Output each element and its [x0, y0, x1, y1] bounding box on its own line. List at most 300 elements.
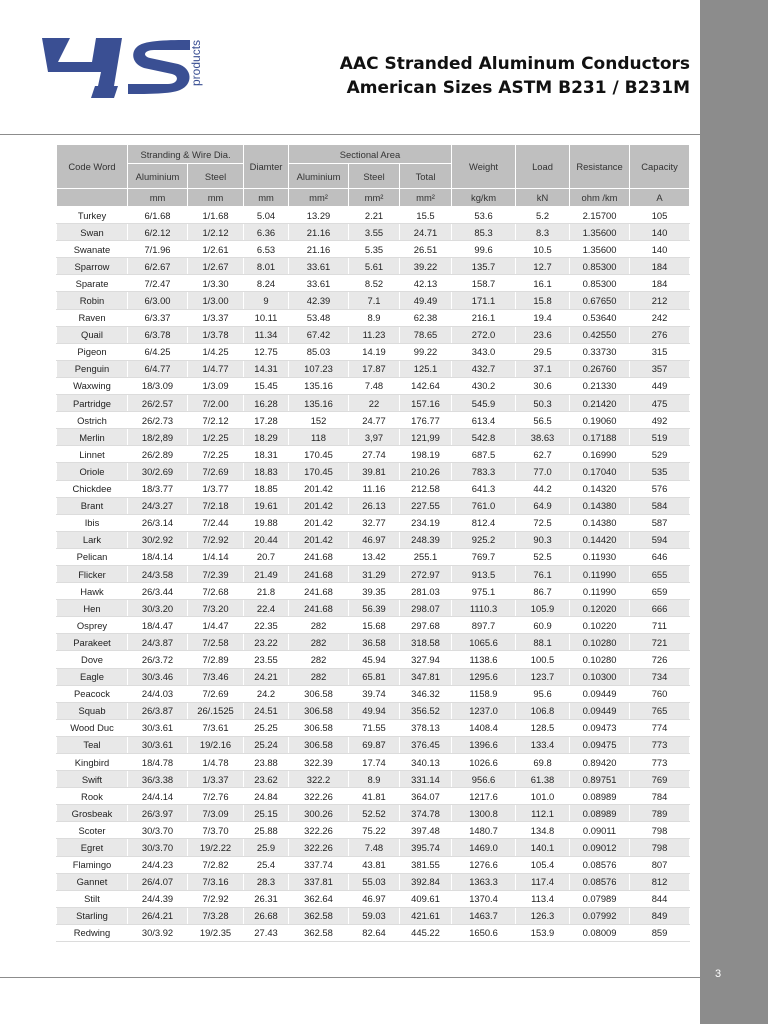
table-cell: 666 — [630, 600, 690, 617]
table-cell: 0.85300 — [570, 275, 630, 292]
table-cell: 26.51 — [400, 241, 452, 258]
table-cell: 0.16990 — [570, 446, 630, 463]
table-cell: 44.2 — [516, 480, 570, 497]
table-cell: 769.7 — [452, 548, 516, 565]
title-line-1: AAC Stranded Aluminum Conductors — [339, 54, 690, 74]
table-cell: 153.9 — [516, 924, 570, 941]
table-cell: 20.7 — [244, 548, 289, 565]
code-word-cell: Linnet — [57, 446, 128, 463]
table-cell: 26/2.57 — [128, 395, 188, 412]
table-cell: 53.6 — [452, 207, 516, 224]
table-cell: 769 — [630, 771, 690, 788]
table-cell: 0.42550 — [570, 326, 630, 343]
table-cell: 1480.7 — [452, 822, 516, 839]
table-cell: 39.22 — [400, 258, 452, 275]
code-word-cell: Osprey — [57, 617, 128, 634]
table-cell: 282 — [289, 668, 349, 685]
table-cell: 0.33730 — [570, 343, 630, 360]
table-cell: 364.07 — [400, 788, 452, 805]
table-cell: 16.28 — [244, 395, 289, 412]
table-cell: 26/3.97 — [128, 805, 188, 822]
table-cell: 357 — [630, 360, 690, 377]
table-cell: 0.85300 — [570, 258, 630, 275]
table-cell: 19.4 — [516, 309, 570, 326]
table-cell: 112.1 — [516, 805, 570, 822]
table-cell: 22 — [349, 395, 400, 412]
table-cell: 7/3.28 — [188, 907, 244, 924]
table-cell: 306.58 — [289, 719, 349, 736]
table-cell: 99.22 — [400, 343, 452, 360]
code-word-cell: Peacock — [57, 685, 128, 702]
table-row — [57, 377, 690, 394]
table-cell: 85.3 — [452, 224, 516, 241]
table-row — [57, 856, 690, 873]
table-cell: 17.87 — [349, 360, 400, 377]
table-cell: 322.26 — [289, 839, 349, 856]
table-cell: 0.14380 — [570, 514, 630, 531]
table-cell: 1/3.00 — [188, 292, 244, 309]
table-cell: 0.08576 — [570, 873, 630, 890]
table-cell: 584 — [630, 497, 690, 514]
table-cell: 23.22 — [244, 634, 289, 651]
table-cell: 726 — [630, 651, 690, 668]
table-cell: 212 — [630, 292, 690, 309]
table-cell: 381.55 — [400, 856, 452, 873]
table-cell: 1237.0 — [452, 702, 516, 719]
table-cell: 0.07989 — [570, 890, 630, 907]
table-cell: 0.21330 — [570, 377, 630, 394]
code-word-cell: Wood Duc — [57, 719, 128, 736]
table-cell: 82.64 — [349, 924, 400, 941]
table-row — [57, 241, 690, 258]
table-cell: 6/4.77 — [128, 360, 188, 377]
table-cell: 13.42 — [349, 548, 400, 565]
table-row — [57, 651, 690, 668]
table-cell: 1/4.77 — [188, 360, 244, 377]
table-cell: 25.4 — [244, 856, 289, 873]
table-cell: 18/3.77 — [128, 480, 188, 497]
code-word-cell: Stilt — [57, 890, 128, 907]
table-cell: 24.77 — [349, 412, 400, 429]
code-word-cell: Robin — [57, 292, 128, 309]
table-cell: 255.1 — [400, 548, 452, 565]
table-cell: 773 — [630, 754, 690, 771]
table-cell: 315 — [630, 343, 690, 360]
table-cell: 0.89420 — [570, 754, 630, 771]
table-cell: 7/2.58 — [188, 634, 244, 651]
table-cell: 61.38 — [516, 771, 570, 788]
table-cell: 18/4.47 — [128, 617, 188, 634]
table-cell: 913.5 — [452, 565, 516, 582]
table-cell: 897.7 — [452, 617, 516, 634]
table-cell: 659 — [630, 583, 690, 600]
table-cell: 49.94 — [349, 702, 400, 719]
table-cell: 18/4.14 — [128, 548, 188, 565]
footer-divider — [0, 977, 700, 978]
table-row — [57, 771, 690, 788]
table-cell: 134.8 — [516, 822, 570, 839]
table-cell: 158.7 — [452, 275, 516, 292]
table-cell: 24.84 — [244, 788, 289, 805]
table-row — [57, 429, 690, 446]
table-cell: 7/2.12 — [188, 412, 244, 429]
table-row — [57, 702, 690, 719]
table-cell: 1.35600 — [570, 241, 630, 258]
header-resistance: Resistance — [570, 145, 630, 189]
table-cell: 276 — [630, 326, 690, 343]
table-cell: 18.31 — [244, 446, 289, 463]
table-cell: 176.77 — [400, 412, 452, 429]
header-diameter: Diamter — [244, 145, 289, 189]
table-cell: 17.28 — [244, 412, 289, 429]
table-cell: 24.2 — [244, 685, 289, 702]
table-row — [57, 583, 690, 600]
table-cell: 42.39 — [289, 292, 349, 309]
code-word-cell: Starling — [57, 907, 128, 924]
table-cell: 8.01 — [244, 258, 289, 275]
table-cell: 1/2.12 — [188, 224, 244, 241]
table-cell: 21.16 — [289, 224, 349, 241]
table-cell: 318.58 — [400, 634, 452, 651]
table-row — [57, 275, 690, 292]
table-row — [57, 668, 690, 685]
table-cell: 135.16 — [289, 377, 349, 394]
table-cell: 1276.6 — [452, 856, 516, 873]
table-cell: 25.24 — [244, 736, 289, 753]
table-cell: 687.5 — [452, 446, 516, 463]
table-cell: 22.35 — [244, 617, 289, 634]
table-cell: 76.1 — [516, 565, 570, 582]
table-cell: 45.94 — [349, 651, 400, 668]
table-cell: 1/4.25 — [188, 343, 244, 360]
table-cell: 784 — [630, 788, 690, 805]
table-cell: 0.09473 — [570, 719, 630, 736]
table-cell: 0.10300 — [570, 668, 630, 685]
table-cell: 337.74 — [289, 856, 349, 873]
table-cell: 956.6 — [452, 771, 516, 788]
table-cell: 0.11990 — [570, 583, 630, 600]
table-cell: 7/1.96 — [128, 241, 188, 258]
table-cell: 41.81 — [349, 788, 400, 805]
table-cell: 27.43 — [244, 924, 289, 941]
table-cell: 281.03 — [400, 583, 452, 600]
table-cell: 7/2.69 — [188, 685, 244, 702]
table-cell: 297.68 — [400, 617, 452, 634]
code-word-cell: Raven — [57, 309, 128, 326]
table-row — [57, 924, 690, 941]
table-cell: 0.12020 — [570, 600, 630, 617]
table-cell: 24/4.14 — [128, 788, 188, 805]
page-side-band — [700, 0, 768, 1024]
table-cell: 783.3 — [452, 463, 516, 480]
table-cell: 0.17040 — [570, 463, 630, 480]
table-cell: 542.8 — [452, 429, 516, 446]
table-cell: 152 — [289, 412, 349, 429]
table-cell: 13.29 — [289, 207, 349, 224]
table-cell: 24.21 — [244, 668, 289, 685]
code-word-cell: Gannet — [57, 873, 128, 890]
table-cell: 1/3.77 — [188, 480, 244, 497]
table-row — [57, 224, 690, 241]
table-cell: 107.23 — [289, 360, 349, 377]
table-cell: 30/3.92 — [128, 924, 188, 941]
table-cell: 55.03 — [349, 873, 400, 890]
unit-cell: A — [630, 189, 690, 207]
code-word-cell: Parakeet — [57, 634, 128, 651]
table-cell: 62.7 — [516, 446, 570, 463]
table-cell: 0.09012 — [570, 839, 630, 856]
table-row — [57, 360, 690, 377]
table-cell: 1295.6 — [452, 668, 516, 685]
code-word-cell: Teal — [57, 736, 128, 753]
table-cell: 6/3.00 — [128, 292, 188, 309]
table-row — [57, 890, 690, 907]
table-cell: 77.0 — [516, 463, 570, 480]
table-cell: 216.1 — [452, 309, 516, 326]
table-cell: 18/2,89 — [128, 429, 188, 446]
table-cell: 1408.4 — [452, 719, 516, 736]
table-cell: 140 — [630, 241, 690, 258]
table-cell: 8.24 — [244, 275, 289, 292]
code-word-cell: Squab — [57, 702, 128, 719]
page-number: 3 — [714, 968, 722, 980]
table-row — [57, 309, 690, 326]
table-cell: 18.83 — [244, 463, 289, 480]
table-cell: 975.1 — [452, 583, 516, 600]
table-cell: 26/3.44 — [128, 583, 188, 600]
table-cell: 306.58 — [289, 736, 349, 753]
table-cell: 126.3 — [516, 907, 570, 924]
table-cell: 25.15 — [244, 805, 289, 822]
table-cell: 30/3.70 — [128, 839, 188, 856]
table-cell: 69.8 — [516, 754, 570, 771]
table-cell: 362.58 — [289, 907, 349, 924]
code-word-cell: Ostrich — [57, 412, 128, 429]
table-cell: 123.7 — [516, 668, 570, 685]
code-word-cell: Oriole — [57, 463, 128, 480]
table-cell: 26/2.89 — [128, 446, 188, 463]
table-row — [57, 497, 690, 514]
table-cell: 27.74 — [349, 446, 400, 463]
table-cell: 170.45 — [289, 463, 349, 480]
table-cell: 812 — [630, 873, 690, 890]
table-cell: 1300.8 — [452, 805, 516, 822]
table-cell: 117.4 — [516, 873, 570, 890]
table-cell: 128.5 — [516, 719, 570, 736]
table-cell: 170.45 — [289, 446, 349, 463]
table-cell: 7/3.61 — [188, 719, 244, 736]
table-cell: 15.45 — [244, 377, 289, 394]
table-row — [57, 548, 690, 565]
header-area-aluminium: Aluminium — [289, 164, 349, 189]
table-cell: 26/2.73 — [128, 412, 188, 429]
table-cell: 306.58 — [289, 702, 349, 719]
table-cell: 655 — [630, 565, 690, 582]
table-cell: 32.77 — [349, 514, 400, 531]
table-cell: 36/3.38 — [128, 771, 188, 788]
table-row — [57, 326, 690, 343]
table-cell: 11.34 — [244, 326, 289, 343]
table-cell: 5.04 — [244, 207, 289, 224]
table-cell: 6.53 — [244, 241, 289, 258]
table-row — [57, 531, 690, 548]
table-row — [57, 600, 690, 617]
table-cell: 30/3.61 — [128, 736, 188, 753]
table-cell: 1065.6 — [452, 634, 516, 651]
table-cell: 26.13 — [349, 497, 400, 514]
table-cell: 19/2.16 — [188, 736, 244, 753]
table-cell: 86.7 — [516, 583, 570, 600]
header-sectional-group: Sectional Area — [289, 145, 452, 164]
table-cell: 7/2.89 — [188, 651, 244, 668]
table-cell: 362.64 — [289, 890, 349, 907]
table-cell: 765 — [630, 702, 690, 719]
table-cell: 576 — [630, 480, 690, 497]
table-cell: 95.6 — [516, 685, 570, 702]
table-cell: 346.32 — [400, 685, 452, 702]
table-cell: 71.55 — [349, 719, 400, 736]
header-divider — [0, 134, 700, 135]
code-word-cell: Sparrow — [57, 258, 128, 275]
table-cell: 12.7 — [516, 258, 570, 275]
table-cell: 3,97 — [349, 429, 400, 446]
table-row — [57, 343, 690, 360]
table-cell: 0.11930 — [570, 548, 630, 565]
header-weight: Weight — [452, 145, 516, 189]
table-cell: 343.0 — [452, 343, 516, 360]
table-cell: 322.2 — [289, 771, 349, 788]
table-cell: 106.8 — [516, 702, 570, 719]
code-word-cell: Redwing — [57, 924, 128, 941]
table-cell: 46.97 — [349, 890, 400, 907]
table-cell: 121,99 — [400, 429, 452, 446]
table-cell: 140 — [630, 224, 690, 241]
table-cell: 1138.6 — [452, 651, 516, 668]
table-cell: 0.08009 — [570, 924, 630, 941]
table-cell: 24.71 — [400, 224, 452, 241]
table-row — [57, 685, 690, 702]
table-cell: 99.6 — [452, 241, 516, 258]
table-cell: 25.9 — [244, 839, 289, 856]
table-row — [57, 292, 690, 309]
table-cell: 300.26 — [289, 805, 349, 822]
table-cell: 7/2.18 — [188, 497, 244, 514]
table-cell: 7/2.76 — [188, 788, 244, 805]
code-word-cell: Rook — [57, 788, 128, 805]
code-word-cell: Waxwing — [57, 377, 128, 394]
table-cell: 39.35 — [349, 583, 400, 600]
unit-cell: mm — [188, 189, 244, 207]
table-cell: 6/2.67 — [128, 258, 188, 275]
table-cell: 594 — [630, 531, 690, 548]
table-cell: 298.07 — [400, 600, 452, 617]
logo-s-shape — [128, 40, 190, 94]
table-cell: 7/2.69 — [188, 463, 244, 480]
table-cell: 201.42 — [289, 514, 349, 531]
table-cell: 430.2 — [452, 377, 516, 394]
unit-cell: mm² — [349, 189, 400, 207]
header-code-word: Code Word — [57, 145, 128, 189]
table-cell: 0.09475 — [570, 736, 630, 753]
logo-4-foot — [91, 86, 118, 98]
table-cell: 445.22 — [400, 924, 452, 941]
table-cell: 20.44 — [244, 531, 289, 548]
table-cell: 42.13 — [400, 275, 452, 292]
table-cell: 0.10280 — [570, 634, 630, 651]
table-cell: 15.5 — [400, 207, 452, 224]
table-cell: 1/3.09 — [188, 377, 244, 394]
header-capacity: Capacity — [630, 145, 690, 189]
table-cell: 8.3 — [516, 224, 570, 241]
table-cell: 15.68 — [349, 617, 400, 634]
table-cell: 11.16 — [349, 480, 400, 497]
table-cell: 7/3.46 — [188, 668, 244, 685]
table-cell: 65.81 — [349, 668, 400, 685]
table-cell: 18.85 — [244, 480, 289, 497]
table-cell: 0.26760 — [570, 360, 630, 377]
table-row — [57, 463, 690, 480]
table-cell: 125.1 — [400, 360, 452, 377]
code-word-cell: Egret — [57, 839, 128, 856]
table-cell: 5.61 — [349, 258, 400, 275]
code-word-cell: Merlin — [57, 429, 128, 446]
table-cell: 22.4 — [244, 600, 289, 617]
table-cell: 33.61 — [289, 258, 349, 275]
table-row — [57, 719, 690, 736]
table-cell: 1/3.30 — [188, 275, 244, 292]
table-row — [57, 805, 690, 822]
table-cell: 0.08989 — [570, 788, 630, 805]
table-cell: 761.0 — [452, 497, 516, 514]
code-word-cell: Grosbeak — [57, 805, 128, 822]
table-cell: 646 — [630, 548, 690, 565]
table-cell: 21.49 — [244, 565, 289, 582]
table-cell: 21.8 — [244, 583, 289, 600]
unit-cell: kN — [516, 189, 570, 207]
table-cell: 0.21420 — [570, 395, 630, 412]
table-cell: 59.03 — [349, 907, 400, 924]
table-row — [57, 822, 690, 839]
table-cell: 33.61 — [289, 275, 349, 292]
table-cell: 135.7 — [452, 258, 516, 275]
table-cell: 7/3.70 — [188, 822, 244, 839]
table-row — [57, 634, 690, 651]
logo-4-shape — [42, 38, 122, 86]
table-cell: 1/2.67 — [188, 258, 244, 275]
table-cell: 25.88 — [244, 822, 289, 839]
table-cell: 449 — [630, 377, 690, 394]
table-cell: 28.3 — [244, 873, 289, 890]
table-cell: 492 — [630, 412, 690, 429]
document-title — [340, 52, 690, 100]
table-cell: 0.89751 — [570, 771, 630, 788]
code-word-cell: Swan — [57, 224, 128, 241]
code-word-cell: Penguin — [57, 360, 128, 377]
table-cell: 39.74 — [349, 685, 400, 702]
table-cell: 242 — [630, 309, 690, 326]
table-cell: 7/3.09 — [188, 805, 244, 822]
code-word-cell: Brant — [57, 497, 128, 514]
table-cell: 0.11990 — [570, 565, 630, 582]
table-cell: 30/3.70 — [128, 822, 188, 839]
table-cell: 19/2.22 — [188, 839, 244, 856]
table-cell: 30/3.46 — [128, 668, 188, 685]
table-cell: 340.13 — [400, 754, 452, 771]
table-cell: 812.4 — [452, 514, 516, 531]
table-cell: 90.3 — [516, 531, 570, 548]
table-cell: 1/2.25 — [188, 429, 244, 446]
table-cell: 0.17188 — [570, 429, 630, 446]
